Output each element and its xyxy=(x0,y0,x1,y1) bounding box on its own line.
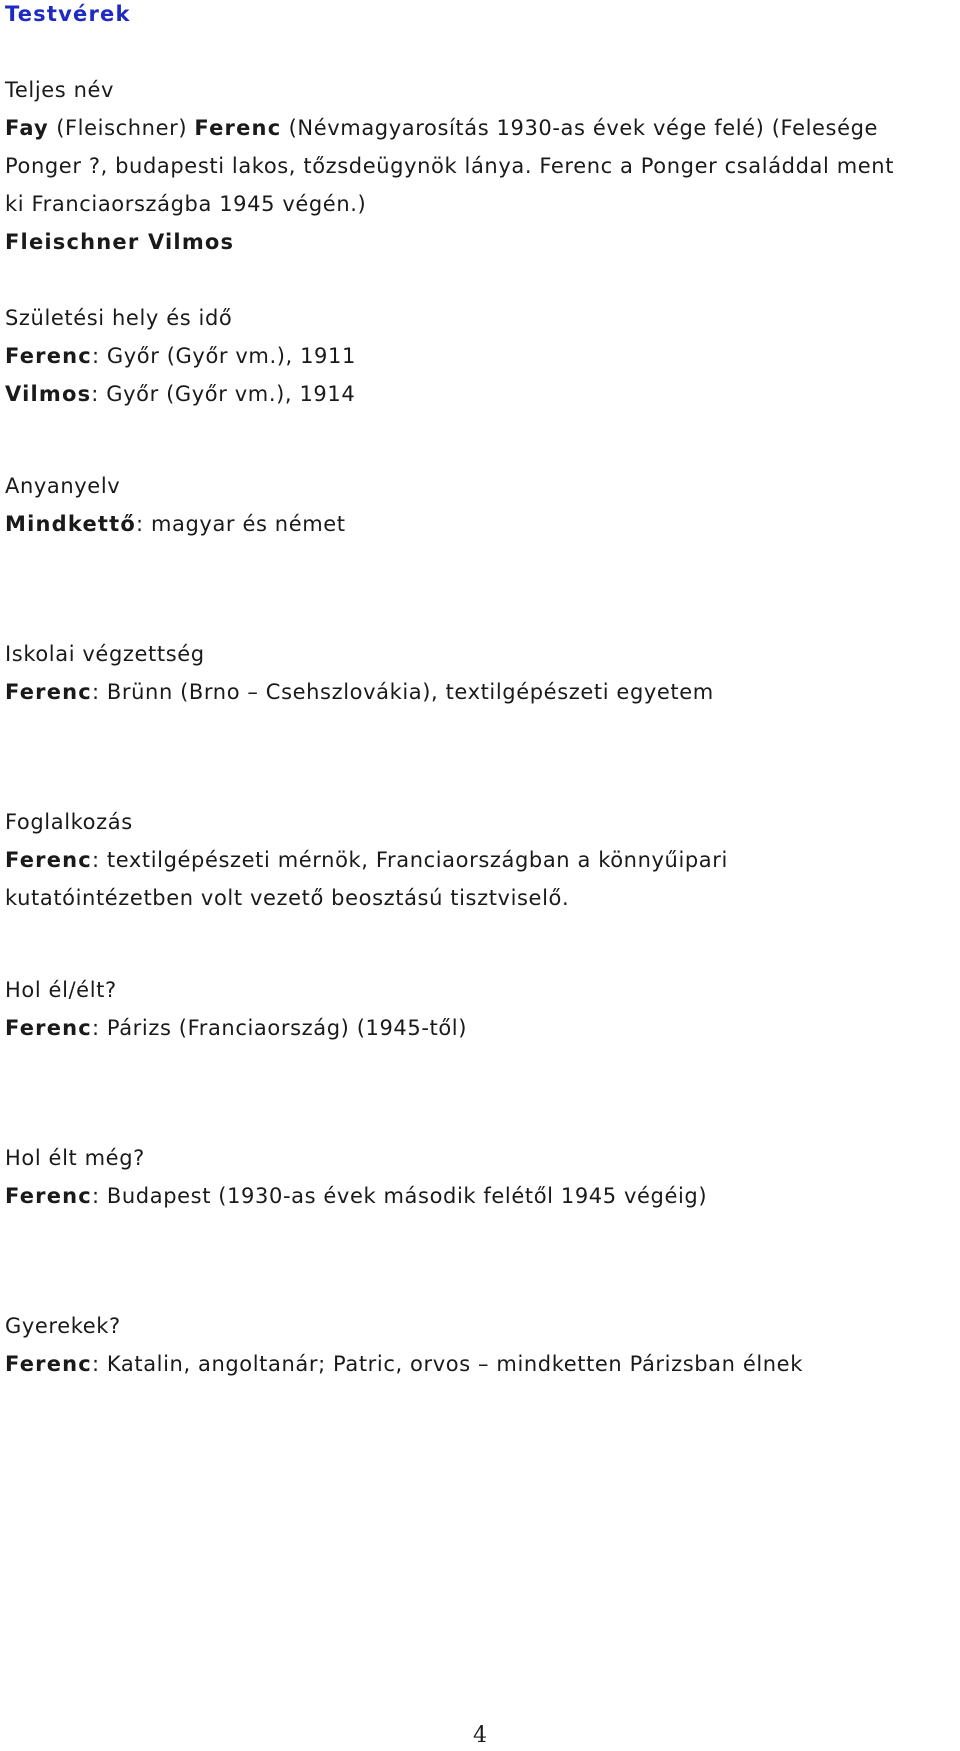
name-fay: Fay xyxy=(5,116,49,140)
birth-ferenc-label: Ferenc xyxy=(5,344,92,368)
children-ferenc-text: : Katalin, angoltanár; Patric, orvos – mindketten Párizsban élnek xyxy=(91,1352,803,1376)
occupation-continued: kutatóintézetben volt vezető beosztású tisztviselő. xyxy=(5,886,570,910)
full-name-line-1 xyxy=(5,116,950,140)
page-number: 4 xyxy=(473,1723,487,1748)
children-ferenc-label: Ferenc xyxy=(5,1352,92,1376)
language-both-text: : magyar és német xyxy=(136,512,346,536)
other-residence-ferenc xyxy=(5,1184,950,1208)
other-residence-ferenc-text: : Budapest (1930-as évek második felétől 1945 végéig) xyxy=(91,1184,708,1208)
education-ferenc-label: Ferenc xyxy=(5,680,92,704)
occupation-ferenc xyxy=(5,848,950,872)
language-both-label: Mindkettő xyxy=(5,512,137,536)
education-ferenc xyxy=(5,680,950,704)
birth-vilmos-text: : Győr (Győr vm.), 1914 xyxy=(91,382,356,406)
heading-language: Anyanyelv xyxy=(5,474,121,498)
occupation-ferenc-label: Ferenc xyxy=(5,848,92,872)
occupation-ferenc-text: : textilgépészeti mérnök, Franciaországban a könnyűipari xyxy=(91,848,728,872)
heading-full-name: Teljes név xyxy=(5,78,115,102)
education-ferenc-text: : Brünn (Brno – Csehszlovákia), textilgépészeti egyetem xyxy=(91,680,714,704)
heading-children: Gyerekek? xyxy=(5,1314,121,1338)
residence-ferenc xyxy=(5,1016,950,1040)
heading-education: Iskolai végzettség xyxy=(5,642,205,666)
birth-vilmos xyxy=(5,382,950,406)
language-both xyxy=(5,512,950,536)
name-text-1: (Fleischner) xyxy=(48,116,195,140)
full-name-line-2: Ponger ?, budapesti lakos, tőzsdeügynök lánya. Ferenc a Ponger családdal ment xyxy=(5,154,895,178)
heading-other-residence: Hol élt még? xyxy=(5,1146,145,1170)
full-name-vilmos: Fleischner Vilmos xyxy=(5,230,235,254)
birth-ferenc xyxy=(5,344,950,368)
full-name-line-3: ki Franciaországba 1945 végén.) xyxy=(5,192,367,216)
birth-vilmos-label: Vilmos xyxy=(5,382,92,406)
residence-ferenc-text: : Párizs (Franciaország) (1945-től) xyxy=(91,1016,468,1040)
other-residence-ferenc-label: Ferenc xyxy=(5,1184,92,1208)
heading-occupation: Foglalkozás xyxy=(5,810,133,834)
name-text-2: (Névmagyarosítás 1930-as évek vége felé) (Felesége xyxy=(281,116,879,140)
section-title: Testvérek xyxy=(5,2,131,26)
name-ferenc: Ferenc xyxy=(194,116,282,140)
birth-ferenc-text: : Győr (Győr vm.), 1911 xyxy=(91,344,356,368)
heading-residence: Hol él/élt? xyxy=(5,978,117,1002)
children-ferenc xyxy=(5,1352,950,1376)
residence-ferenc-label: Ferenc xyxy=(5,1016,92,1040)
heading-birth: Születési hely és idő xyxy=(5,306,233,330)
